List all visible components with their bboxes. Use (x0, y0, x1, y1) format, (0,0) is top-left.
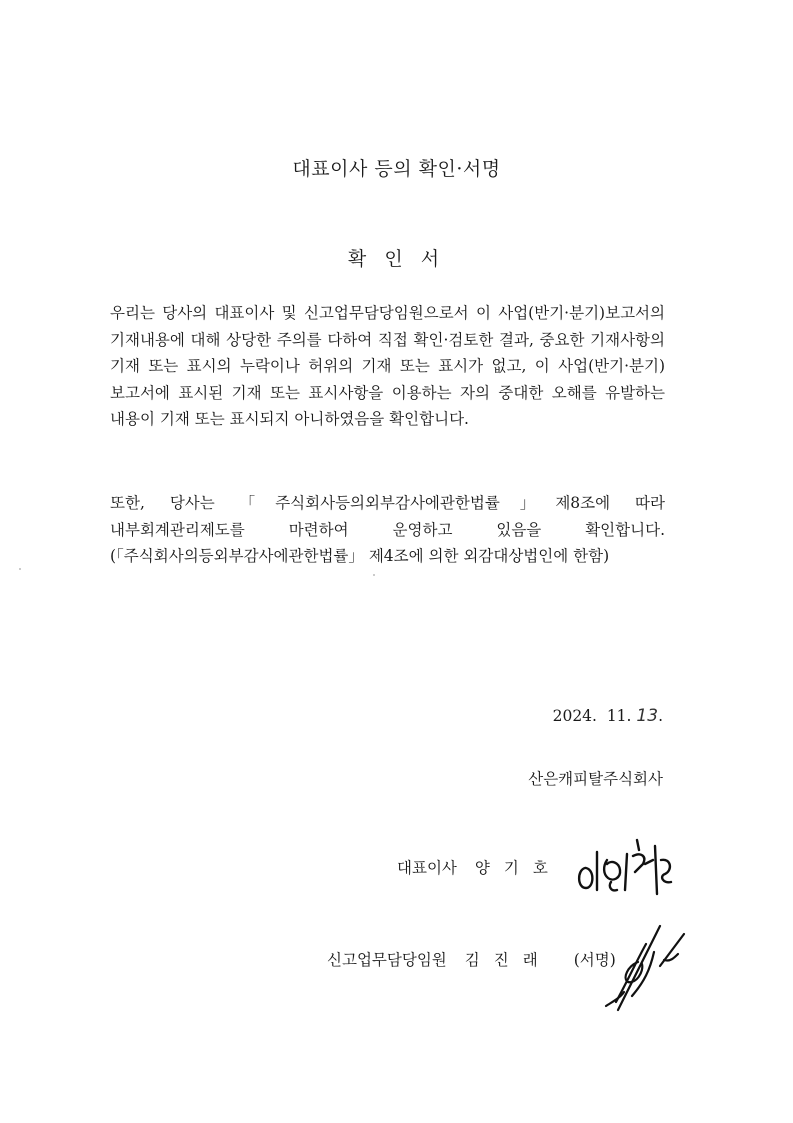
scan-artifact (373, 574, 375, 576)
signatory-name: 김진래 (464, 951, 552, 969)
date-printed: 2024. 11. (552, 707, 632, 725)
document-subtitle: 확 인 서 (347, 248, 446, 270)
scan-artifact (19, 568, 21, 570)
signatory-ceo (397, 856, 562, 878)
document-date (553, 706, 663, 726)
internal-control-paragraph: 또한, 당사는 「주식회사등의외부감사에관한법률」제8조에 따라 내부회계관리제도를 마련하여 운영하고 있음을 확인합니다.(「주식회사의등외부감사에관한법률」 제4조에 의한 외감대상법인에 한함) (110, 494, 665, 565)
signatory-role: 신고업무담당임원 (327, 951, 447, 969)
officer-signature-icon (598, 922, 693, 1017)
signatory-role: 대표이사 (397, 859, 457, 877)
confirmation-paragraph: 우리는 당사의 대표이사 및 신고업무담당임원으로서 이 사업(반기·분기)보고서의 기재내용에 대해 상당한 주의를 다하여 직접 확인·검토한 결과, 중요한 기재사항의 기재 또는 표시의 누락이나 허위의 기재 또는 표시가 없고, 이 사업(반기·분기)보고서에 표시된 기재 또는 표시사항을 이용하는 자의 중대한 오해를 유발하는 내용이 기재 또는 표시되지 아니하였음을 확인합니다. (110, 304, 665, 428)
signatory-reporting-officer (327, 948, 616, 970)
document-title: 대표이사 등의 확인·서명 (292, 158, 501, 180)
signature-seal-label: (서명) (573, 951, 616, 969)
signatory-name: 양기호 (474, 859, 562, 877)
date-handwritten-day: 13 (636, 706, 659, 726)
company-name: 산은캐피탈주식회사 (528, 770, 663, 788)
ceo-signature-icon (575, 830, 685, 905)
date-suffix: . (658, 707, 663, 725)
